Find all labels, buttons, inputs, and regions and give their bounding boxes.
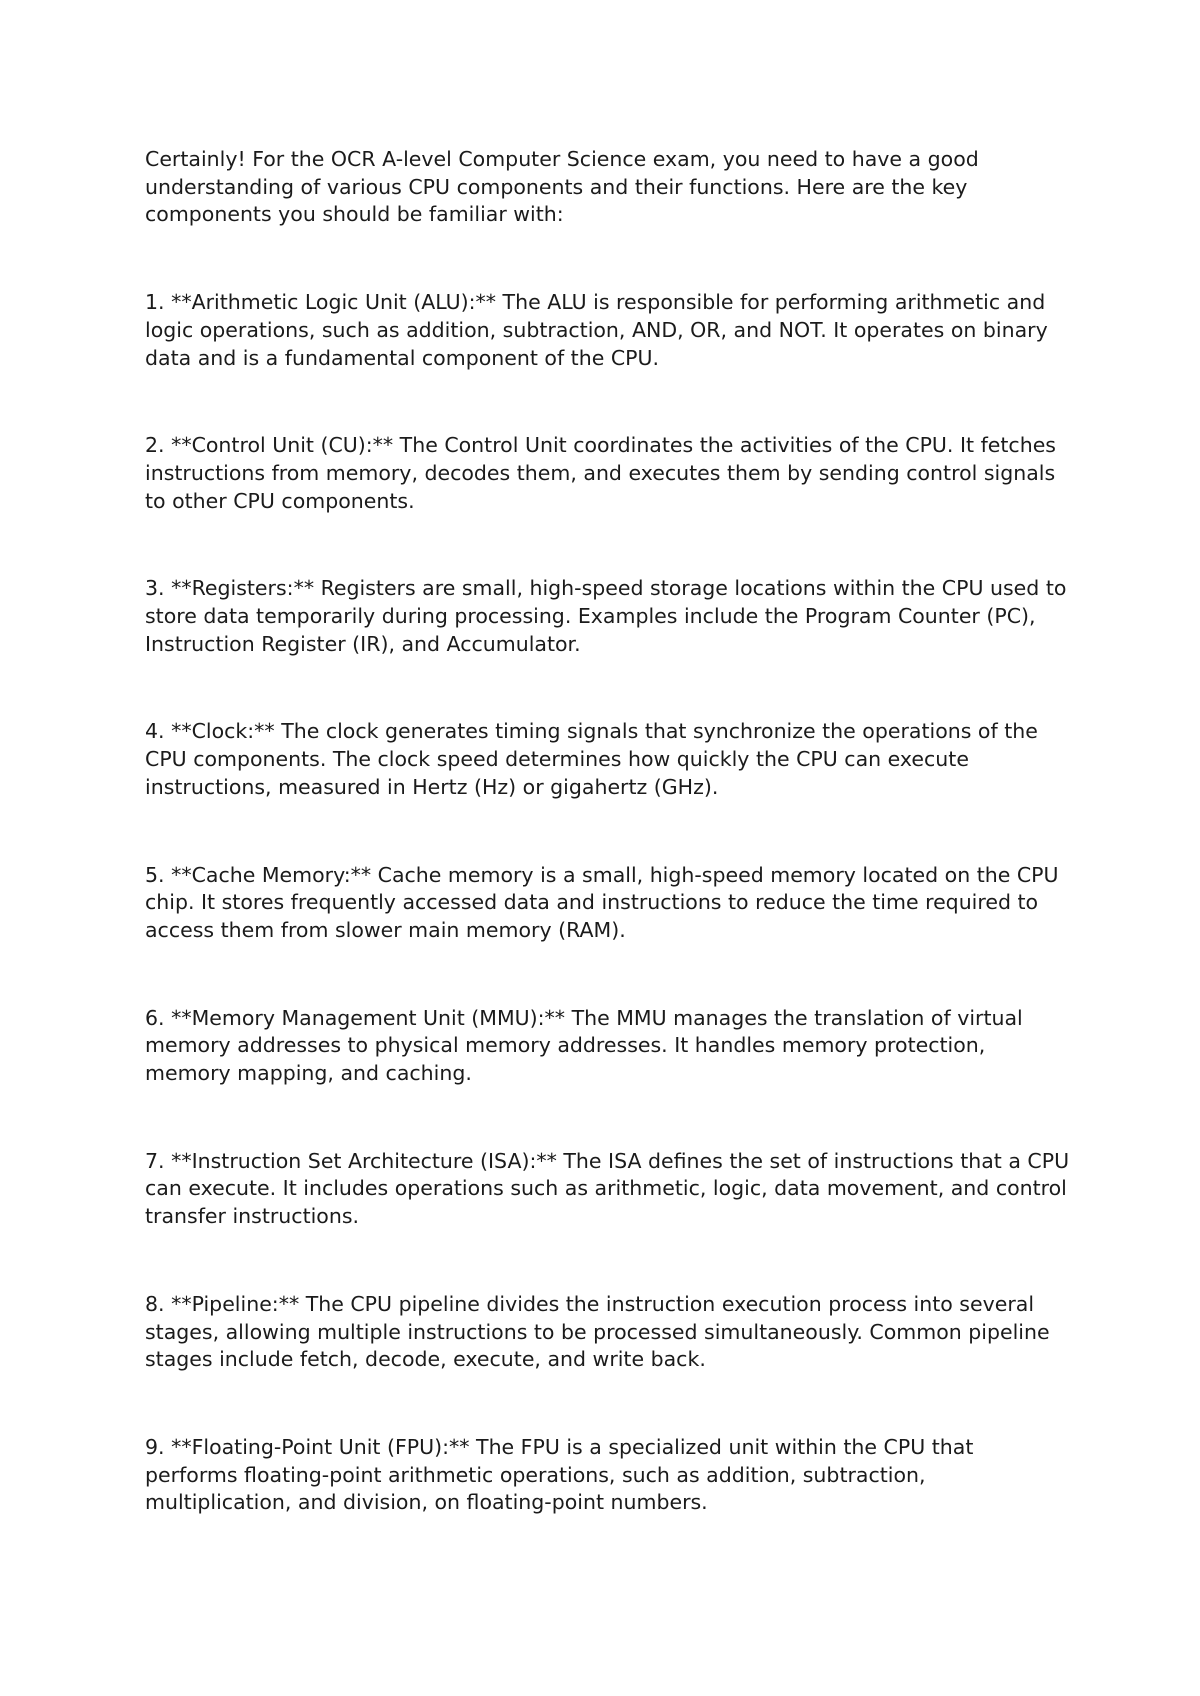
list-item-fpu: 9. **Floating-Point Unit (FPU):** The FPU is a specialized unit within the CPU that performs floating-point arithmetic operations, such as addition, subtraction, multiplication, and division, on floating-point numbers. <box>145 1434 980 1515</box>
paragraph-gap <box>145 1231 1070 1291</box>
list-item-cache-memory: 5. **Cache Memory:** Cache memory is a small, high-speed memory located on the CPU chip. It stores frequently accessed data and instructions to reduce the time required to access them from slower main memory (RAM). <box>145 862 1066 942</box>
document-body <box>145 146 1076 1517</box>
paragraph-gap <box>145 1088 1070 1148</box>
list-item-isa: 7. **Instruction Set Architecture (ISA):** The ISA defines the set of instructions that a CPU can execute. It includes operations such as arithmetic, logic, data movement, and control transfer instructions. <box>145 1148 1076 1229</box>
list-item-control-unit: 2. **Control Unit (CU):** The Control Unit coordinates the activities of the CPU. It fetches instructions from memory, decodes them, and executes them by sending control signals to other CPU components. <box>145 433 1063 513</box>
list-item-pipeline: 8. **Pipeline:** The CPU pipeline divides the instruction execution process into several stages, allowing multiple instructions to be processed simultaneously. Common pipeline stages include fetch, decode, execute, and write back. <box>145 1291 1057 1372</box>
paragraph-gap <box>145 372 1070 432</box>
intro-paragraph: Certainly! For the OCR A-level Computer Science exam, you need to have a good understanding of various CPU components and their functions. Here are the key components you should be familiar with: <box>145 147 986 227</box>
list-item-mmu: 6. **Memory Management Unit (MMU):** The MMU manages the translation of virtual memory addresses to physical memory addresses. It handles memory protection, memory mapping, and caching. <box>145 1005 1030 1086</box>
paragraph-gap <box>145 515 1070 575</box>
paragraph-gap <box>145 229 1070 289</box>
paragraph-gap <box>145 658 1070 718</box>
list-item-alu: 1. **Arithmetic Logic Unit (ALU):** The ALU is responsible for performing arithmetic and logic operations, such as addition, subtraction, AND, OR, and NOT. It operates on binary data and is a fundamental component of the CPU. <box>145 290 1055 370</box>
paragraph-gap <box>145 1374 1070 1434</box>
list-item-registers: 3. **Registers:** Registers are small, high-speed storage locations within the CPU used to store data temporarily during processing. Examples include the Program Counter (PC), Instruction Register (IR), and Accumulator. <box>145 576 1073 656</box>
paragraph-gap <box>145 802 1070 862</box>
paragraph-gap <box>145 945 1070 1005</box>
list-item-clock: 4. **Clock:** The clock generates timing signals that synchronize the operations of the CPU components. The clock speed determines how quickly the CPU can execute instructions, measured in Hertz (Hz) or gigahertz (GHz). <box>145 719 1045 799</box>
